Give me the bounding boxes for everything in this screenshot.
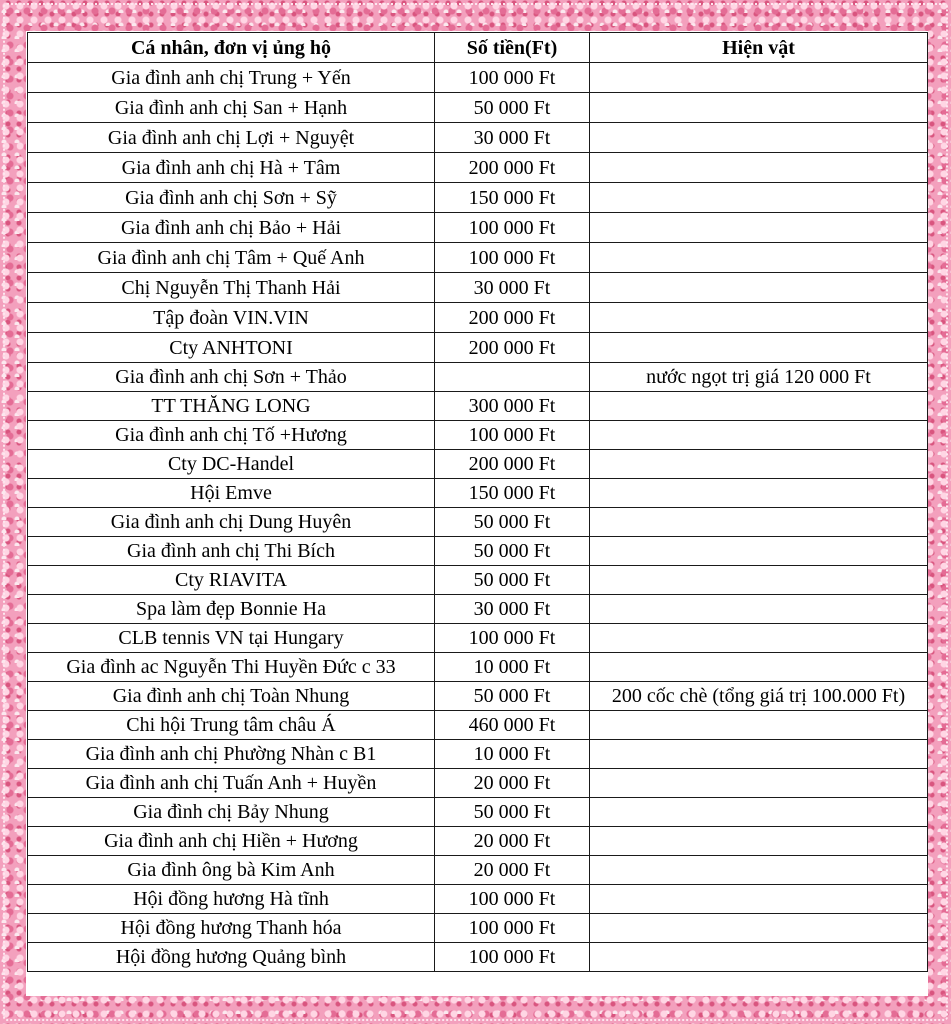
donor-cell: CLB tennis VN tại Hungary	[28, 624, 435, 653]
amount-cell: 300 000 Ft	[435, 392, 590, 421]
table-row	[28, 943, 928, 972]
donor-cell: Hội Emve	[28, 479, 435, 508]
in-kind-cell	[590, 421, 928, 450]
donor-cell: Gia đình ac Nguyễn Thi Huyền Đức c 33	[28, 653, 435, 682]
amount-cell: 50 000 Ft	[435, 537, 590, 566]
donor-cell: Gia đình anh chị Dung Huyên	[28, 508, 435, 537]
amount-cell: 100 000 Ft	[435, 213, 590, 243]
amount-cell: 50 000 Ft	[435, 566, 590, 595]
donor-cell: Gia đình anh chị Tuấn Anh + Huyền	[28, 769, 435, 798]
table-row	[28, 798, 928, 827]
in-kind-cell	[590, 123, 928, 153]
table-row	[28, 885, 928, 914]
donor-cell: TT THĂNG LONG	[28, 392, 435, 421]
table-body	[28, 63, 928, 972]
amount-cell: 150 000 Ft	[435, 183, 590, 213]
donor-cell: Gia đình anh chị Hà + Tâm	[28, 153, 435, 183]
donor-cell: Tập đoàn VIN.VIN	[28, 303, 435, 333]
in-kind-cell	[590, 653, 928, 682]
table-row	[28, 769, 928, 798]
donation-table	[27, 32, 928, 972]
amount-cell: 100 000 Ft	[435, 943, 590, 972]
table-row	[28, 333, 928, 363]
in-kind-cell	[590, 183, 928, 213]
table-row	[28, 273, 928, 303]
donor-cell: Chị Nguyễn Thị Thanh Hải	[28, 273, 435, 303]
amount-cell: 20 000 Ft	[435, 769, 590, 798]
table-row	[28, 450, 928, 479]
amount-cell: 100 000 Ft	[435, 63, 590, 93]
in-kind-cell	[590, 943, 928, 972]
in-kind-cell	[590, 243, 928, 273]
in-kind-cell	[590, 93, 928, 123]
in-kind-cell	[590, 392, 928, 421]
table-row	[28, 183, 928, 213]
table-row	[28, 243, 928, 273]
donor-cell: Hội đồng hương Hà tĩnh	[28, 885, 435, 914]
amount-cell: 20 000 Ft	[435, 856, 590, 885]
table-row	[28, 93, 928, 123]
amount-cell: 50 000 Ft	[435, 798, 590, 827]
in-kind-cell	[590, 798, 928, 827]
in-kind-cell	[590, 624, 928, 653]
in-kind-cell	[590, 856, 928, 885]
donor-cell: Gia đình anh chị Tố +Hương	[28, 421, 435, 450]
amount-cell: 100 000 Ft	[435, 243, 590, 273]
donor-cell: Cty DC-Handel	[28, 450, 435, 479]
table-row	[28, 123, 928, 153]
in-kind-cell	[590, 63, 928, 93]
amount-cell: 50 000 Ft	[435, 682, 590, 711]
amount-cell: 200 000 Ft	[435, 153, 590, 183]
amount-cell: 50 000 Ft	[435, 508, 590, 537]
in-kind-cell	[590, 537, 928, 566]
in-kind-cell	[590, 508, 928, 537]
donor-cell: Gia đình anh chị Bảo + Hải	[28, 213, 435, 243]
amount-cell: 200 000 Ft	[435, 450, 590, 479]
in-kind-cell	[590, 885, 928, 914]
donor-cell: Gia đình anh chị Tâm + Quế Anh	[28, 243, 435, 273]
amount-cell: 100 000 Ft	[435, 624, 590, 653]
table-row	[28, 479, 928, 508]
table-row	[28, 303, 928, 333]
amount-cell: 20 000 Ft	[435, 827, 590, 856]
donor-cell: Gia đình anh chị Sơn + Sỹ	[28, 183, 435, 213]
table-row	[28, 856, 928, 885]
table-row	[28, 740, 928, 769]
amount-cell: 100 000 Ft	[435, 421, 590, 450]
donor-cell: Hội đồng hương Thanh hóa	[28, 914, 435, 943]
in-kind-cell	[590, 711, 928, 740]
donor-cell: Chi hội Trung tâm châu Á	[28, 711, 435, 740]
table-row	[28, 421, 928, 450]
in-kind-cell: 200 cốc chè (tổng giá trị 100.000 Ft)	[590, 682, 928, 711]
header-amount: Số tiền(Ft)	[435, 33, 590, 63]
table-row	[28, 914, 928, 943]
amount-cell: 50 000 Ft	[435, 93, 590, 123]
in-kind-cell	[590, 273, 928, 303]
in-kind-cell: nước ngọt trị giá 120 000 Ft	[590, 363, 928, 392]
donor-cell: Hội đồng hương Quảng bình	[28, 943, 435, 972]
donor-cell: Gia đình chị Bảy Nhung	[28, 798, 435, 827]
donor-cell: Gia đình anh chị Lợi + Nguyệt	[28, 123, 435, 153]
in-kind-cell	[590, 213, 928, 243]
donor-cell: Cty RIAVITA	[28, 566, 435, 595]
amount-cell: 150 000 Ft	[435, 479, 590, 508]
in-kind-cell	[590, 914, 928, 943]
table-row	[28, 213, 928, 243]
donor-cell: Gia đình anh chị Trung + Yến	[28, 63, 435, 93]
amount-cell: 10 000 Ft	[435, 740, 590, 769]
donor-cell: Gia đình anh chị Hiền + Hương	[28, 827, 435, 856]
amount-cell: 30 000 Ft	[435, 123, 590, 153]
table-row	[28, 392, 928, 421]
in-kind-cell	[590, 595, 928, 624]
in-kind-cell	[590, 333, 928, 363]
amount-cell: 10 000 Ft	[435, 653, 590, 682]
table-row	[28, 595, 928, 624]
amount-cell: 460 000 Ft	[435, 711, 590, 740]
amount-cell: 200 000 Ft	[435, 303, 590, 333]
amount-cell: 100 000 Ft	[435, 885, 590, 914]
amount-cell: 30 000 Ft	[435, 273, 590, 303]
donor-cell: Gia đình ông bà Kim Anh	[28, 856, 435, 885]
table-row	[28, 566, 928, 595]
amount-cell	[435, 363, 590, 392]
donor-cell: Gia đình anh chị San + Hạnh	[28, 93, 435, 123]
table-row	[28, 711, 928, 740]
table-row	[28, 363, 928, 392]
header-donor: Cá nhân, đơn vị ủng hộ	[28, 33, 435, 63]
in-kind-cell	[590, 450, 928, 479]
table-row	[28, 624, 928, 653]
amount-cell: 100 000 Ft	[435, 914, 590, 943]
in-kind-cell	[590, 740, 928, 769]
table-row	[28, 827, 928, 856]
in-kind-cell	[590, 566, 928, 595]
in-kind-cell	[590, 479, 928, 508]
donor-cell: Gia đình anh chị Thi Bích	[28, 537, 435, 566]
amount-cell: 30 000 Ft	[435, 595, 590, 624]
in-kind-cell	[590, 153, 928, 183]
header-in-kind: Hiện vật	[590, 33, 928, 63]
amount-cell: 200 000 Ft	[435, 333, 590, 363]
donor-cell: Gia đình anh chị Phường Nhàn c B1	[28, 740, 435, 769]
table-row	[28, 153, 928, 183]
donor-cell: Gia đình anh chị Sơn + Thảo	[28, 363, 435, 392]
donor-cell: Spa làm đẹp Bonnie Ha	[28, 595, 435, 624]
in-kind-cell	[590, 827, 928, 856]
donor-cell: Cty ANHTONI	[28, 333, 435, 363]
in-kind-cell	[590, 769, 928, 798]
table-header-row	[28, 33, 928, 63]
donor-cell: Gia đình anh chị Toàn Nhung	[28, 682, 435, 711]
table-row	[28, 508, 928, 537]
in-kind-cell	[590, 303, 928, 333]
table-row	[28, 682, 928, 711]
table-row	[28, 63, 928, 93]
table-row	[28, 653, 928, 682]
table-row	[28, 537, 928, 566]
